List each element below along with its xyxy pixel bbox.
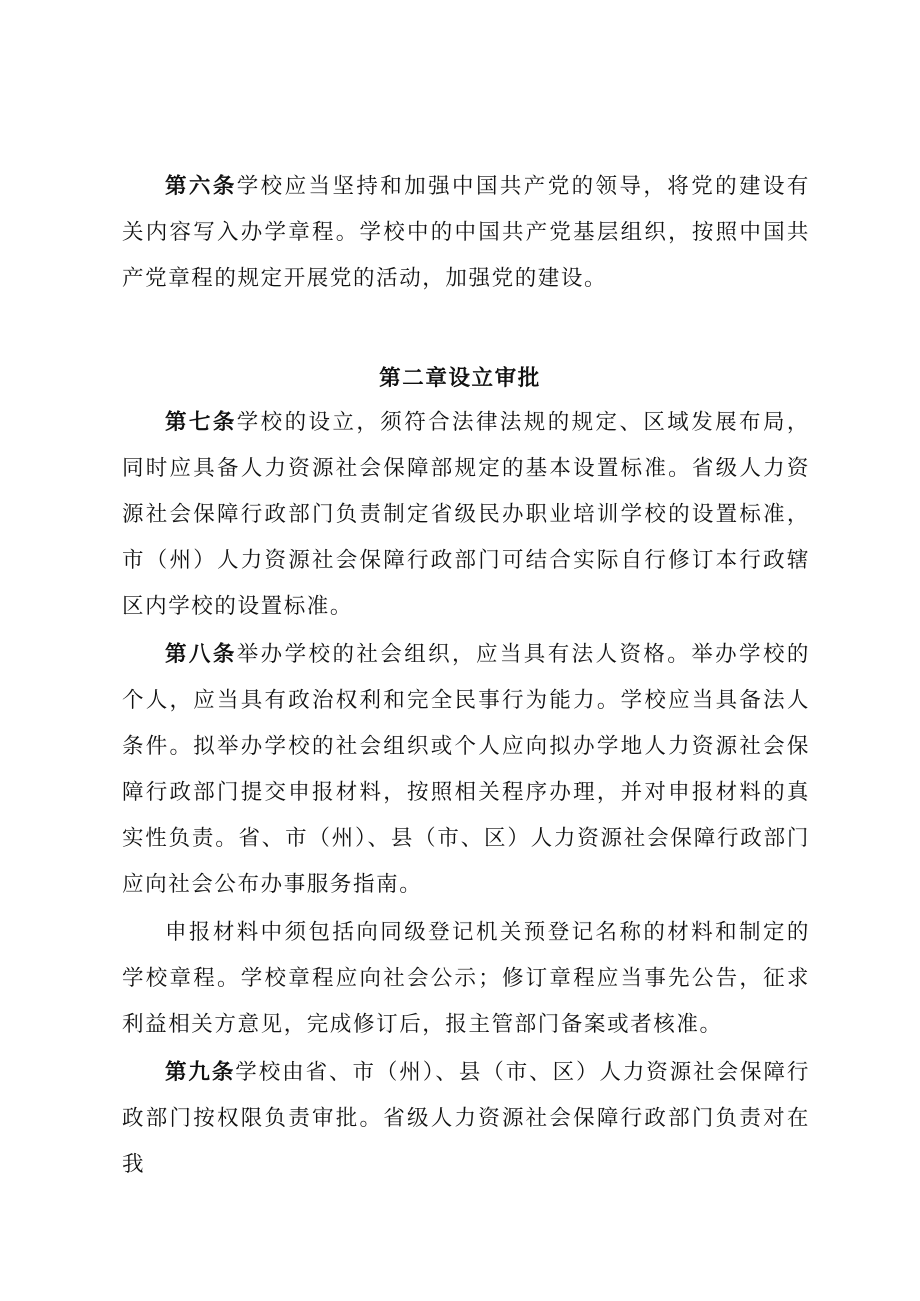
article-9-number: 第九条 [165,1060,236,1085]
article-7-text: 学校的设立，须符合法律法规的规定、区域发展布局，同时应具备人力资源社会保障部规定的基本设置标准。省级人力资源社会保障行政部门负责制定省级民办职业培训学校的设置标准，市（州）人力资源社会保障行政部门可结合实际自行修订本行政辖区内学校的设置标准。 [122,410,810,619]
article-8-paragraph-2: 申报材料中须包括向同级登记机关预登记名称的材料和制定的学校章程。学校章程应向社会公示；修订章程应当事先公告，征求利益相关方意见，完成修订后，报主管部门备案或者核准。 [122,920,810,1037]
article-9 [122,1050,810,1188]
article-7-number: 第七条 [165,410,237,435]
article-9-text: 学校由省、市（州）、县（市、区）人力资源社会保障行政部门按权限负责审批。省级人力资源社会保障行政部门负责对在我 [122,1060,810,1177]
article-8-number: 第八条 [165,642,237,667]
chapter-2-heading: 第二章设立审批 [379,366,541,391]
article-7 [122,400,810,630]
article-6 [122,164,810,302]
article-8-text: 举办学校的社会组织，应当具有法人资格。举办学校的个人，应当具有政治权利和完全民事行为能力。学校应当具备法人条件。拟举办学校的社会组织或个人应向拟办学地人力资源社会保障行政部门提交申报材料，按照相关程序办理，并对申报材料的真实性负责。省、市（州）、县（市、区）人力资源社会保障行政部门应向社会公布办事服务指南。 [122,642,810,897]
article-6-number: 第六条 [165,174,237,199]
article-8 [122,632,810,908]
article-6-text: 学校应当坚持和加强中国共产党的领导，将党的建设有关内容写入办学章程。学校中的中国共产党基层组织，按照中国共产党章程的规定开展党的活动，加强党的建设。 [122,174,810,291]
